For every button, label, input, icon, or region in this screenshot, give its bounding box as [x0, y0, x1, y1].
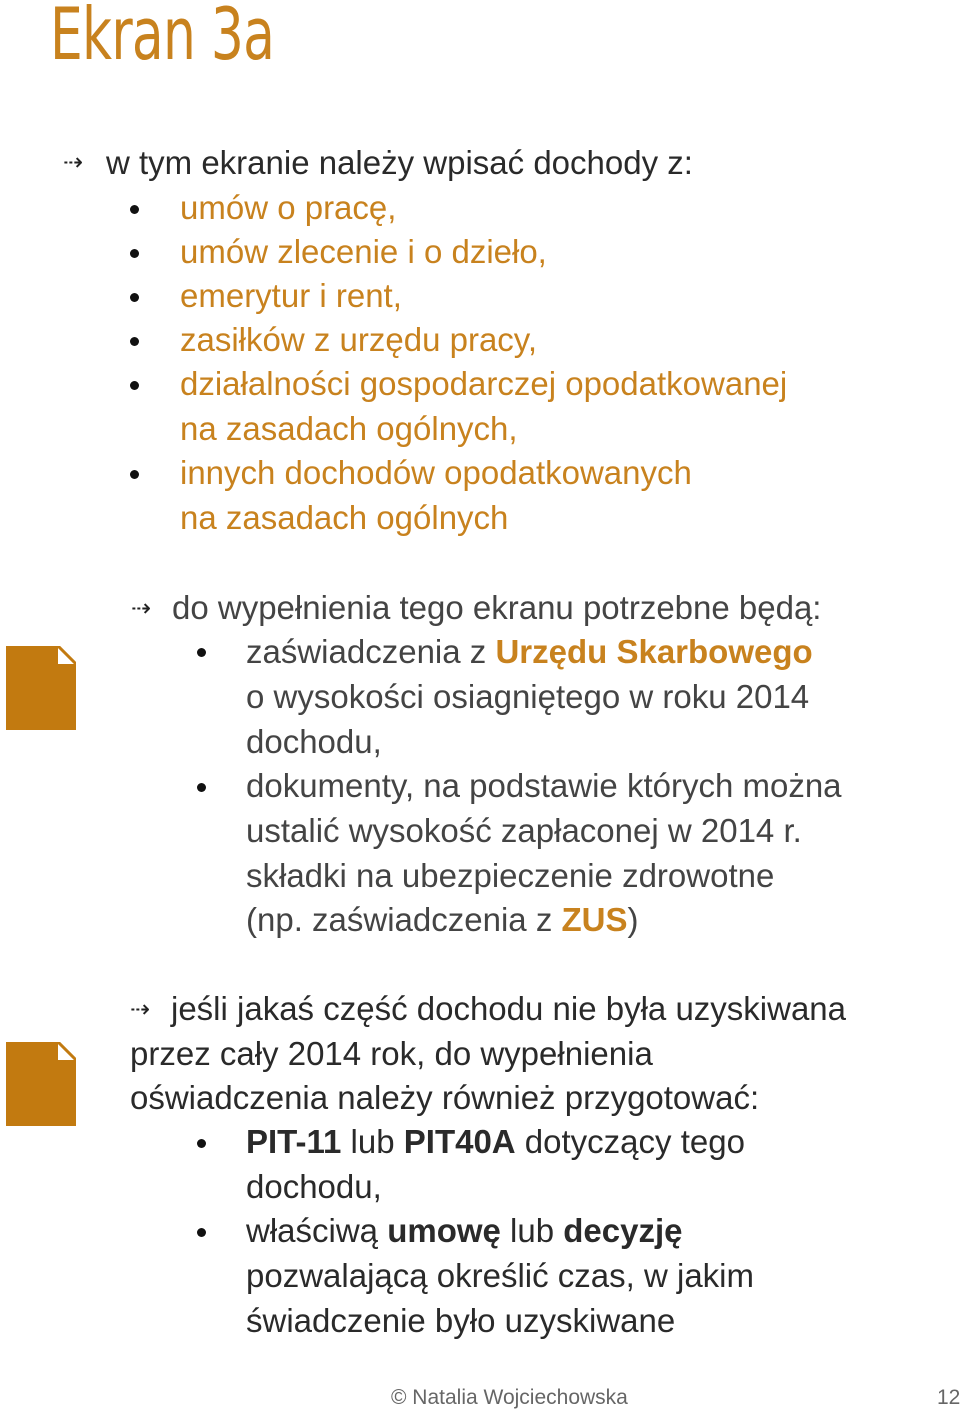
bullet-icon: [197, 783, 206, 792]
list-item-continuation: na zasadach ogólnych,: [180, 410, 518, 447]
list-item: innych dochodów opodatkowanych: [180, 454, 692, 491]
bullet-icon: [197, 1139, 206, 1148]
list-item-continuation: o wysokości osiagniętego w roku 2014: [246, 678, 810, 715]
bullet-icon: [130, 470, 139, 479]
section3-line: przez cały 2014 rok, do wypełnienia: [130, 1035, 653, 1072]
bullet-icon: [197, 1228, 206, 1237]
list-item-continuation: dochodu,: [246, 1168, 382, 1205]
list-item-continuation: dochodu,: [246, 723, 382, 760]
section2-intro: do wypełnienia tego ekranu potrzebne będą:: [172, 589, 822, 626]
list-item: zaświadczenia z Urzędu Skarbowego: [246, 633, 813, 670]
document-icon: [6, 1042, 76, 1126]
list-item: umów o pracę,: [180, 189, 397, 226]
list-item-continuation: na zasadach ogólnych: [180, 499, 509, 536]
list-item: zasiłków z urzędu pracy,: [180, 321, 538, 358]
bullet-icon: [130, 249, 139, 258]
list-item-continuation: składki na ubezpieczenie zdrowotne: [246, 857, 775, 894]
section3-line: oświadczenia należy również przygotować:: [130, 1079, 760, 1116]
arrow-icon: ⇢: [130, 996, 150, 1023]
list-item: PIT-11 lub PIT40A dotyczący tego: [246, 1123, 745, 1160]
arrow-icon: ⇢: [63, 149, 83, 176]
list-item-continuation: pozwalającą określić czas, w jakim: [246, 1257, 755, 1294]
footer-copyright: © Natalia Wojciechowska: [391, 1386, 628, 1409]
list-item: dokumenty, na podstawie których można: [246, 767, 842, 804]
section3-line: jeśli jakaś część dochodu nie była uzyskiwana: [171, 990, 847, 1027]
bullet-icon: [130, 337, 139, 346]
bullet-icon: [130, 205, 139, 214]
section1-intro: w tym ekranie należy wpisać dochody z:: [106, 144, 693, 181]
page-number: 12: [937, 1386, 960, 1409]
arrow-icon: ⇢: [131, 595, 151, 622]
list-item: właściwą umowę lub decyzję: [246, 1212, 683, 1249]
list-item: emerytur i rent,: [180, 277, 402, 314]
list-item-continuation: ustalić wysokość zapłaconej w 2014 r.: [246, 812, 802, 849]
page-title: Ekran 3a: [50, 0, 275, 76]
list-item-continuation: (np. zaświadczenia z ZUS): [246, 901, 639, 938]
list-item: działalności gospodarczej opodatkowanej: [180, 365, 788, 402]
list-item-continuation: świadczenie było uzyskiwane: [246, 1302, 676, 1339]
document-icon: [6, 646, 76, 730]
bullet-icon: [130, 293, 139, 302]
list-item: umów zlecenie i o dzieło,: [180, 233, 547, 270]
bullet-icon: [130, 381, 139, 390]
bullet-icon: [197, 648, 206, 657]
